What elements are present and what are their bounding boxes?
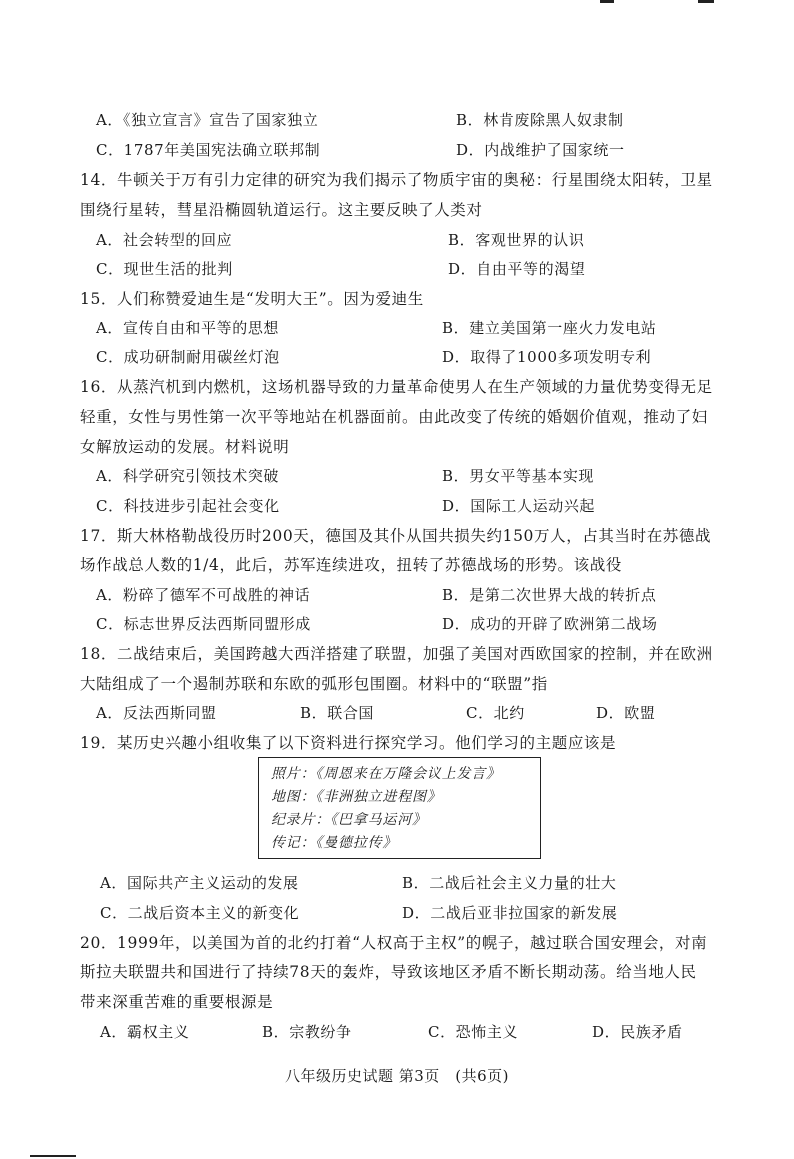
q15-option-d: D．取得了1000多项发明专利	[442, 348, 652, 366]
q17-stem-line-1: 17．斯大林格勒战役历时200天，德国及其仆从国共损失约150万人，占其当时在苏德战	[80, 527, 712, 545]
q19-option-d: D．二战后亚非拉国家的新发展	[402, 904, 618, 922]
q18-stem-line-2: 大陆组成了一个遏制苏联和东欧的弧形包围圈。材料中的“联盟”指	[80, 675, 548, 693]
q13-option-c: C．1787年美国宪法确立联邦制	[96, 141, 321, 159]
q16-stem-line-2: 轻重，女性与男性第一次平等地站在机器面前。由此改变了传统的婚姻价值观，推动了妇	[80, 408, 708, 426]
q20-option-b: B．宗教纷争	[262, 1023, 352, 1041]
q18-option-c: C．北约	[466, 704, 525, 722]
q15-option-b: B．建立美国第一座火力发电站	[442, 319, 657, 337]
q14-stem-line-2: 围绕行星转，彗星沿椭圆轨道运行。这主要反映了人类对	[80, 201, 483, 219]
q19-option-c: C．二战后资本主义的新变化	[100, 904, 300, 922]
q17-option-d: D．成功的开辟了欧洲第二战场	[442, 615, 658, 633]
q13-option-d: D．内战维护了国家统一	[456, 141, 625, 159]
q19-material-box	[258, 757, 541, 859]
q19-material-photo: 照片：《周恩来在万隆会议上发言》	[271, 766, 501, 782]
q14-stem-line-1: 14．牛顿关于万有引力定律的研究为我们揭示了物质宇宙的奥秘：行星围绕太阳转，卫星	[80, 171, 713, 189]
q19-option-a: A．国际共产主义运动的发展	[100, 874, 299, 892]
q18-stem-line-1: 18．二战结束后，美国跨越大西洋搭建了联盟，加强了美国对西欧国家的控制，并在欧洲	[80, 645, 713, 663]
q13-option-a: A．《独立宣言》宣告了国家独立	[96, 111, 319, 129]
q19-option-b: B．二战后社会主义力量的壮大	[402, 874, 617, 892]
q16-option-a: A．科学研究引领技术突破	[96, 467, 280, 485]
q15-option-a: A．宣传自由和平等的思想	[96, 319, 280, 337]
q15-option-c: C．成功研制耐用碳丝灯泡	[96, 348, 280, 366]
q14-option-c: C．现世生活的批判	[96, 260, 233, 278]
q16-option-d: D．国际工人运动兴起	[442, 497, 596, 515]
q19-material-map: 地图：《非洲独立进程图》	[271, 789, 442, 805]
q17-option-b: B．是第二次世界大战的转折点	[442, 586, 657, 604]
q14-option-a: A．社会转型的回应	[96, 231, 233, 249]
q17-stem-line-2: 场作战总人数的1/4，此后，苏军连续进攻，扭转了苏德战场的形势。该战役	[80, 556, 622, 574]
q17-option-c: C．标志世界反法西斯同盟形成	[96, 615, 311, 633]
q20-stem-line-1: 20．1999年，以美国为首的北约打着“人权高于主权”的幌子，越过联合国安理会，对南	[80, 934, 708, 952]
scan-mark-top-right-2	[698, 0, 714, 3]
q16-option-b: B．男女平等基本实现	[442, 467, 595, 485]
q20-stem-line-2: 斯拉夫联盟共和国进行了持续78天的轰炸，导致该地区矛盾不断长期动荡。给当地人民	[80, 963, 697, 981]
scan-mark-top-right-1	[600, 0, 614, 3]
q18-option-d: D．欧盟	[596, 704, 656, 722]
q20-option-d: D．民族矛盾	[592, 1023, 683, 1041]
q14-option-b: B．客观世界的认识	[448, 231, 585, 249]
q19-material-documentary: 纪录片：《巴拿马运河》	[271, 812, 427, 828]
q16-stem-line-3: 女解放运动的发展。材料说明	[80, 438, 290, 456]
q17-option-a: A．粉碎了德军不可战胜的神话	[96, 586, 311, 604]
scan-mark-bottom-left	[30, 1155, 76, 1157]
q18-option-a: A．反法西斯同盟	[96, 704, 217, 722]
q19-material-biography: 传记：《曼德拉传》	[271, 835, 398, 851]
q20-option-c: C．恐怖主义	[428, 1023, 519, 1041]
q15-stem-line-1: 15．人们称赞爱迪生是“发明大王”。因为爱迪生	[80, 290, 424, 308]
q16-stem-line-1: 16．从蒸汽机到内燃机，这场机器导致的力量革命使男人在生产领域的力量优势变得无足	[80, 378, 713, 396]
q16-option-c: C．科技进步引起社会变化	[96, 497, 280, 515]
q20-option-a: A．霸权主义	[100, 1023, 190, 1041]
page-footer: 八年级历史试题 第3页 (共6页)	[284, 1067, 510, 1085]
q20-stem-line-3: 带来深重苦难的重要根源是	[80, 993, 274, 1011]
q19-stem-line-1: 19．某历史兴趣小组收集了以下资料进行探究学习。他们学习的主题应该是	[80, 734, 617, 752]
q18-option-b: B．联合国	[300, 704, 375, 722]
q14-option-d: D．自由平等的渴望	[448, 260, 586, 278]
q13-option-b: B．林肯废除黑人奴隶制	[456, 111, 624, 129]
